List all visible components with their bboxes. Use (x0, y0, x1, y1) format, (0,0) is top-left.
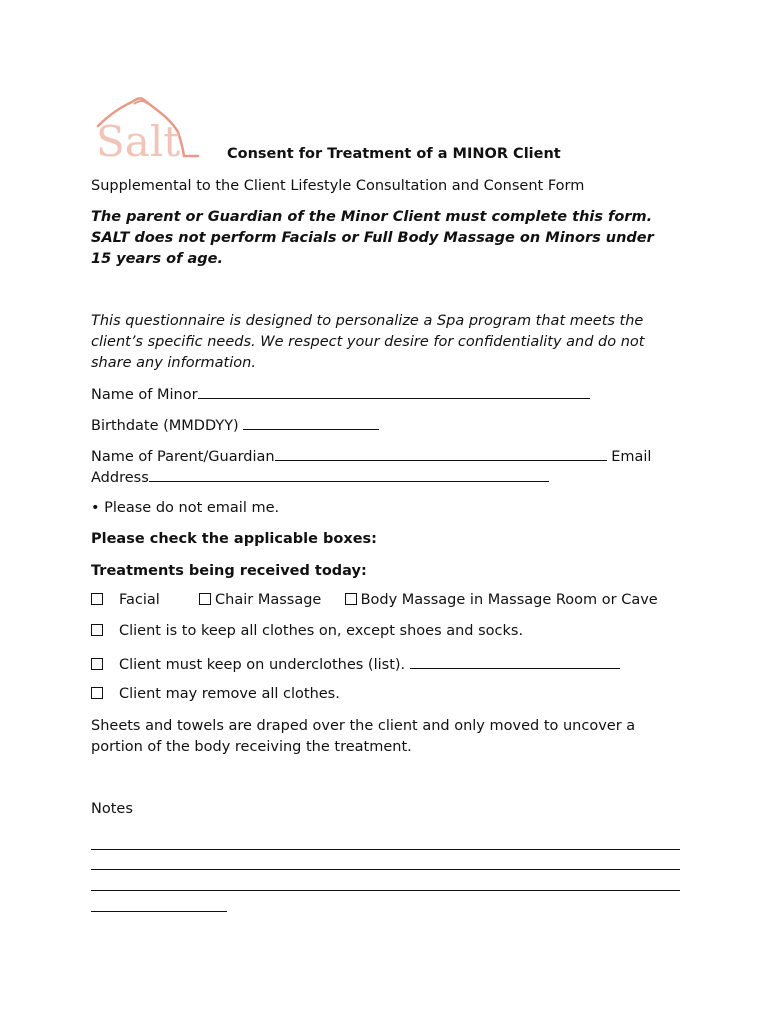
minor-warning (91, 207, 691, 270)
draping-line: portion of the body receiving the treatment. (91, 739, 412, 755)
keep-clothes-label: Client is to keep all clothes on, except shoes and socks. (119, 623, 524, 639)
underclothes-row (91, 654, 620, 673)
email-field[interactable] (149, 467, 549, 482)
birthdate-row (91, 415, 691, 437)
body-massage-checkbox[interactable] (345, 593, 357, 605)
remove-clothes-row (91, 686, 340, 702)
warning-line: 15 years of age. (91, 251, 223, 267)
parent-name-label: Name of Parent/Guardian (91, 449, 275, 465)
check-heading: Please check the applicable boxes: (91, 531, 377, 547)
notes-label: Notes (91, 801, 133, 817)
email-label: Email (611, 449, 652, 465)
email-label-cont: Address (91, 470, 149, 486)
warning-line: SALT does not perform Facials or Full Body Massage on Minors under (91, 230, 654, 246)
draping-line: Sheets and towels are draped over the client and only moved to uncover a (91, 718, 636, 734)
parent-name-field[interactable] (275, 446, 607, 461)
salt-logo-icon (94, 92, 204, 164)
facial-label: Facial (119, 592, 160, 608)
draping-text (91, 716, 691, 758)
minor-name-label: Name of Minor (91, 387, 198, 403)
logo-text: Salt (96, 117, 181, 164)
chair-massage-label: Chair Massage (215, 592, 322, 608)
birthdate-label: Birthdate (MMDDYY) (91, 418, 239, 434)
notes-line[interactable] (91, 869, 680, 870)
intro-line: share any information. (91, 355, 256, 371)
underclothes-checkbox[interactable] (91, 658, 103, 670)
form-title: Consent for Treatment of a MINOR Client (227, 146, 561, 162)
no-email-option[interactable]: • Please do not email me. (91, 500, 280, 516)
salt-logo (94, 92, 204, 164)
remove-clothes-label: Client may remove all clothes. (119, 686, 340, 702)
underclothes-field[interactable] (410, 654, 620, 669)
minor-name-row (91, 384, 691, 406)
treatments-heading: Treatments being received today: (91, 563, 367, 579)
keep-clothes-row (91, 623, 523, 639)
facial-checkbox[interactable] (91, 593, 103, 605)
parent-name-row (91, 446, 691, 468)
body-massage-label: Body Massage in Massage Room or Cave (360, 592, 658, 608)
underclothes-label: Client must keep on underclothes (list). (119, 657, 406, 673)
intro-line: This questionnaire is designed to personalize a Spa program that meets the (91, 313, 644, 329)
form-subtitle: Supplemental to the Client Lifestyle Consultation and Consent Form (91, 178, 585, 194)
intro-line: client’s specific needs. We respect your desire for confidentiality and do not (91, 334, 645, 350)
treatments-row (91, 592, 658, 608)
warning-line: The parent or Guardian of the Minor Client must complete this form. (91, 209, 653, 225)
notes-line[interactable] (91, 911, 227, 912)
minor-name-field[interactable] (198, 384, 590, 399)
keep-clothes-checkbox[interactable] (91, 624, 103, 636)
email-row (91, 467, 691, 489)
remove-clothes-checkbox[interactable] (91, 687, 103, 699)
notes-line[interactable] (91, 849, 680, 850)
chair-massage-checkbox[interactable] (199, 593, 211, 605)
notes-line[interactable] (91, 890, 680, 891)
birthdate-field[interactable] (243, 415, 379, 430)
intro-text (91, 311, 691, 374)
